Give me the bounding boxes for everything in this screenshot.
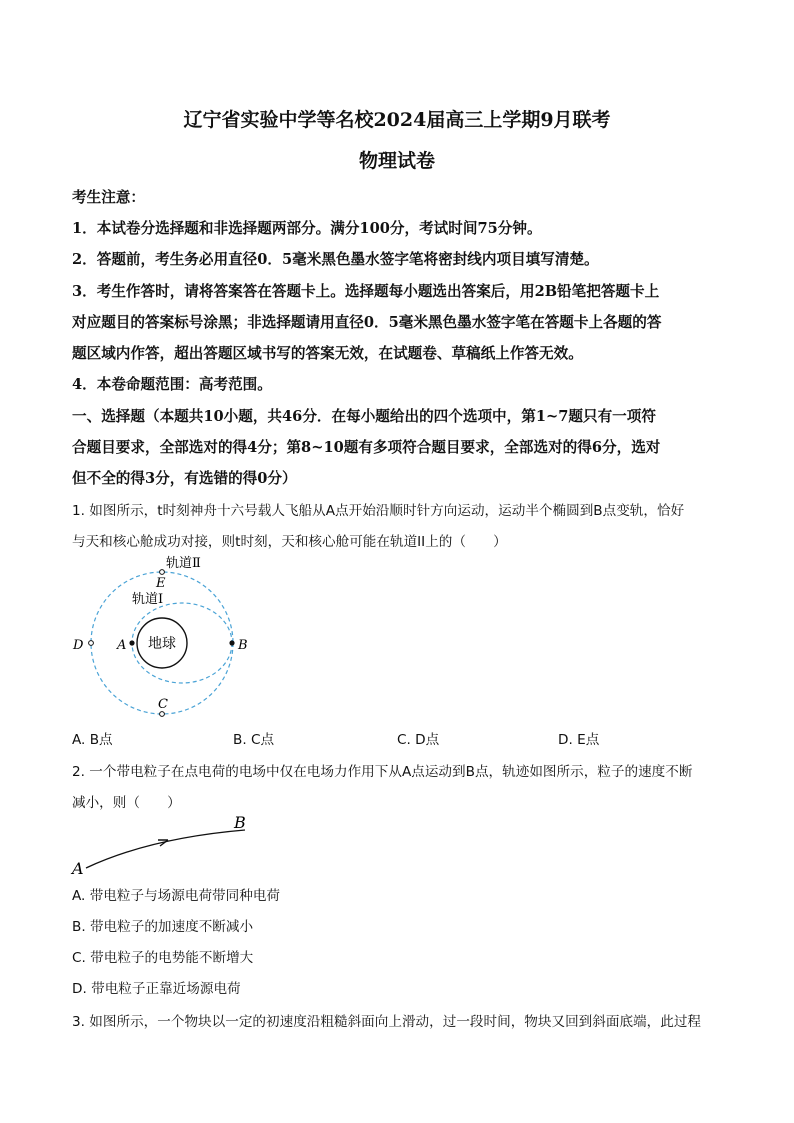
section-heading: 一、选择题（本题共10小题，共46分．在每小题给出的四个选项中，第1~7题只有一项符 — [72, 408, 656, 425]
q1-option-a: A. B点 — [72, 732, 113, 748]
notice-heading: 考生注意： — [72, 189, 145, 206]
notice-item: 2．答题前，考生务必用直径0．5毫米黑色墨水签字笔将密封线内项目填写清楚。 — [72, 251, 599, 268]
point-A-label: A — [117, 638, 127, 653]
q2-option-d: D. 带电粒子正靠近场源电荷 — [72, 981, 241, 997]
earth-label: 地球 — [148, 636, 176, 652]
point-E-label: E — [156, 576, 166, 591]
notice-item: 3．考生作答时，请将答案答在答题卡上。选择题每小题选出答案后，用2B铅笔把答题卡上 — [72, 283, 660, 300]
q2-option-a: A. 带电粒子与场源电荷带同种电荷 — [72, 888, 281, 904]
exam-title: 辽宁省实验中学等名校2024届高三上学期9月联考 — [183, 109, 611, 131]
orbit-1-label: 轨道Ⅰ — [132, 592, 164, 607]
notice-item: 题区域内作答，超出答题区域书写的答案无效，在试题卷、草稿纸上作答无效。 — [72, 345, 583, 362]
q1-option-b: B. C点 — [233, 732, 275, 748]
point-D-dot — [89, 641, 94, 646]
trajectory-curve — [86, 830, 245, 868]
trajectory-diagram — [70, 810, 270, 880]
section-heading-line: 但不全的得3分，有选错的得0分） — [72, 470, 297, 487]
q1-option-c: C. D点 — [397, 732, 440, 748]
notice-item: 对应题目的答案标号涂黑；非选择题请用直径0．5毫米黑色墨水签字笔在答题卡上各题的答 — [72, 314, 662, 331]
q2-option-b: B. 带电粒子的加速度不断减小 — [72, 919, 254, 935]
question-1-text: 与天和核心舱成功对接，则t时刻，天和核心舱可能在轨道II上的（ ） — [72, 534, 507, 550]
question-1-text: 1. 如图所示，t时刻神舟十六号载人飞船从A点开始沿顺时针方向运动，运动半个椭圆到B点变轨，恰好 — [72, 503, 685, 519]
orbit-2-label: 轨道Ⅱ — [166, 556, 201, 571]
q1-option-d: D. E点 — [558, 732, 600, 748]
section-heading-line: 合题目要求，全部选对的得4分；第8~10题有多项符合题目要求，全部选对的得6分，选对 — [72, 439, 661, 456]
question-3-text: 3. 如图所示，一个物块以一定的初速度沿粗糙斜面向上滑动，过一段时间，物块又回到斜面底端，此过程 — [72, 1014, 702, 1030]
point-B-label: B — [238, 638, 248, 653]
trajectory-end-label: B — [234, 813, 246, 832]
exam-subject: 物理试卷 — [358, 150, 435, 172]
point-A-dot — [129, 640, 134, 645]
point-C-dot — [160, 712, 165, 717]
q2-option-c: C. 带电粒子的电势能不断增大 — [72, 950, 254, 966]
point-E-dot — [160, 570, 165, 575]
point-B-dot — [229, 640, 234, 645]
orbit-diagram — [70, 552, 260, 722]
point-D-label: D — [73, 638, 84, 653]
trajectory-start-label: A — [72, 859, 84, 878]
question-2-text: 减小，则（ ） — [72, 795, 181, 811]
notice-item: 4．本卷命题范围：高考范围。 — [72, 376, 272, 393]
notice-item: 1．本试卷分选择题和非选择题两部分。满分100分，考试时间75分钟。 — [72, 220, 542, 237]
question-2-text: 2. 一个带电粒子在点电荷的电场中仅在电场力作用下从A点运动到B点，轨迹如图所示，粒子的速度不断 — [72, 764, 693, 780]
point-C-label: C — [158, 697, 168, 712]
